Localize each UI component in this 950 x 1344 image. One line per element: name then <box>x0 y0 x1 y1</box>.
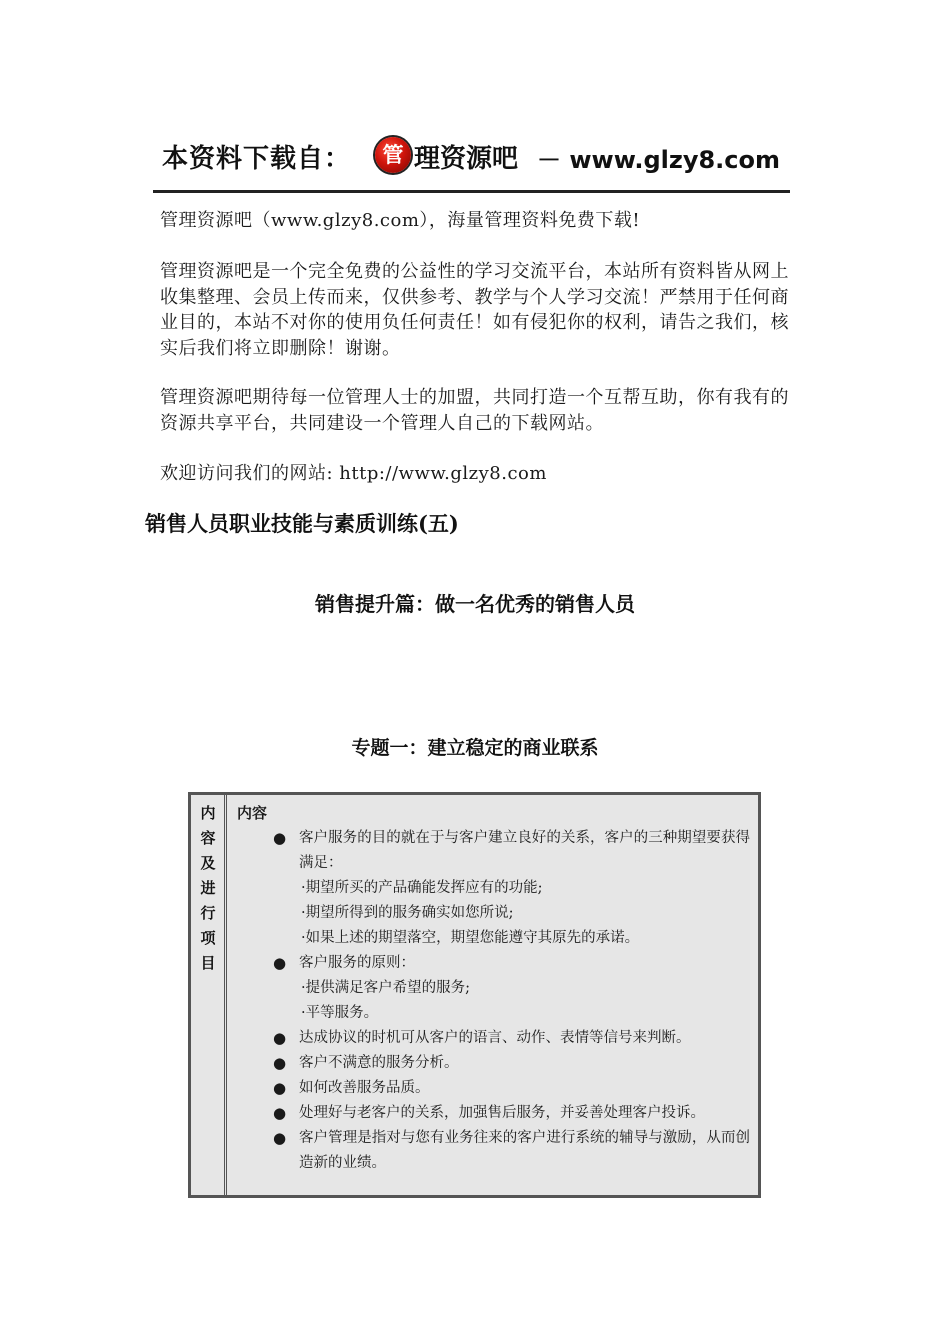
side-char: 目 <box>200 954 216 972</box>
bullet-dot-icon: ● <box>273 1104 287 1122</box>
side-label <box>191 801 225 976</box>
bullet-text: 客户服务的原则： <box>299 955 415 971</box>
notice-text-1: 管理资源吧（www.glzy8.com），海量管理资料免费下载! <box>160 210 641 231</box>
site-url[interactable]: － www.glzy8.com <box>537 146 781 174</box>
sub-item: ·平等服务。 <box>301 1005 379 1021</box>
notice-line-4 <box>160 461 790 487</box>
bullet-item <box>237 951 750 976</box>
banner-divider <box>153 190 790 193</box>
side-char: 内 <box>200 804 216 822</box>
topic-title: 专题一：建立稳定的商业联系 <box>351 737 599 759</box>
bullet-text: 处理好与老客户的关系，加强售后服务，并妥善处理客户投诉。 <box>299 1105 705 1121</box>
notice-text-3: 管理资源吧期待每一位管理人士的加盟，共同打造一个互帮互助，你有我有的资源共享平台，共同建设一个管理人自己的下载网站。 <box>160 387 789 434</box>
side-char: 容 <box>200 829 216 847</box>
notice-paragraph-3 <box>160 385 790 436</box>
brand-name: 理资源吧 <box>414 144 519 174</box>
main-column <box>237 801 750 1176</box>
bullet-item <box>237 1101 750 1126</box>
bullet-dot-icon: ● <box>273 1079 287 1097</box>
bullet-text: 达成协议的时机可从客户的语言、动作、表情等信号来判断。 <box>299 1030 691 1046</box>
bullet-dot-icon: ● <box>273 1054 287 1072</box>
side-char: 及 <box>200 854 216 872</box>
side-char: 进 <box>200 879 216 897</box>
bullet-item <box>237 1026 750 1051</box>
notice-text-4[interactable]: 欢迎访问我们的网站: http://www.glzy8.com <box>160 463 547 484</box>
bullet-dot-icon: ● <box>273 829 287 847</box>
bullet-text: 客户服务的目的就在于与客户建立良好的关系，客户的三种期望要获得满足： <box>299 830 750 871</box>
bullet-text: 客户不满意的服务分析。 <box>299 1055 459 1071</box>
content-table <box>188 792 761 1198</box>
banner-prefix: 本资料下载自： <box>162 144 352 174</box>
bullet-item <box>237 1076 750 1101</box>
notice-text-2: 管理资源吧是一个完全免费的公益性的学习交流平台，本站所有资料皆从网上收集整理、会员上传而来，仅供参考、教学与个人学习交流！严禁用于任何商业目的，本站不对你的使用负任何责任！如有侵犯你的权利，请告之我们，核实后我们将立即删除！谢谢。 <box>160 261 789 359</box>
notice-paragraph-2 <box>160 259 790 361</box>
side-char: 项 <box>200 929 216 947</box>
sub-item: ·提供满足客户希望的服务; <box>301 980 470 996</box>
bullet-dot-icon: ● <box>273 1029 287 1047</box>
side-char: 行 <box>200 904 216 922</box>
document-title: 销售人员职业技能与素质训练(五) <box>145 511 459 536</box>
bullet-dot-icon: ● <box>273 954 287 972</box>
bullet-text: 如何改善服务品质。 <box>299 1080 430 1096</box>
bullet-item <box>237 1051 750 1076</box>
side-column <box>191 795 227 1195</box>
section-title: 销售提升篇：做一名优秀的销售人员 <box>315 592 635 616</box>
content-heading: 内容 <box>237 804 268 822</box>
bullet-text: 客户管理是指对与您有业务往来的客户进行系统的辅导与激励，从而创造新的业绩。 <box>299 1130 750 1171</box>
bullet-item <box>237 826 750 876</box>
bullet-dot-icon: ● <box>273 1129 287 1147</box>
logo-badge: 管 <box>375 137 411 173</box>
notice-line-1 <box>160 208 790 234</box>
bullet-item <box>237 1126 750 1176</box>
sub-item: ·如果上述的期望落空，期望您能遵守其原先的承诺。 <box>301 930 640 946</box>
sub-item: ·期望所得到的服务确实如您所说; <box>301 905 514 921</box>
sub-item: ·期望所买的产品确能发挥应有的功能; <box>301 880 543 896</box>
